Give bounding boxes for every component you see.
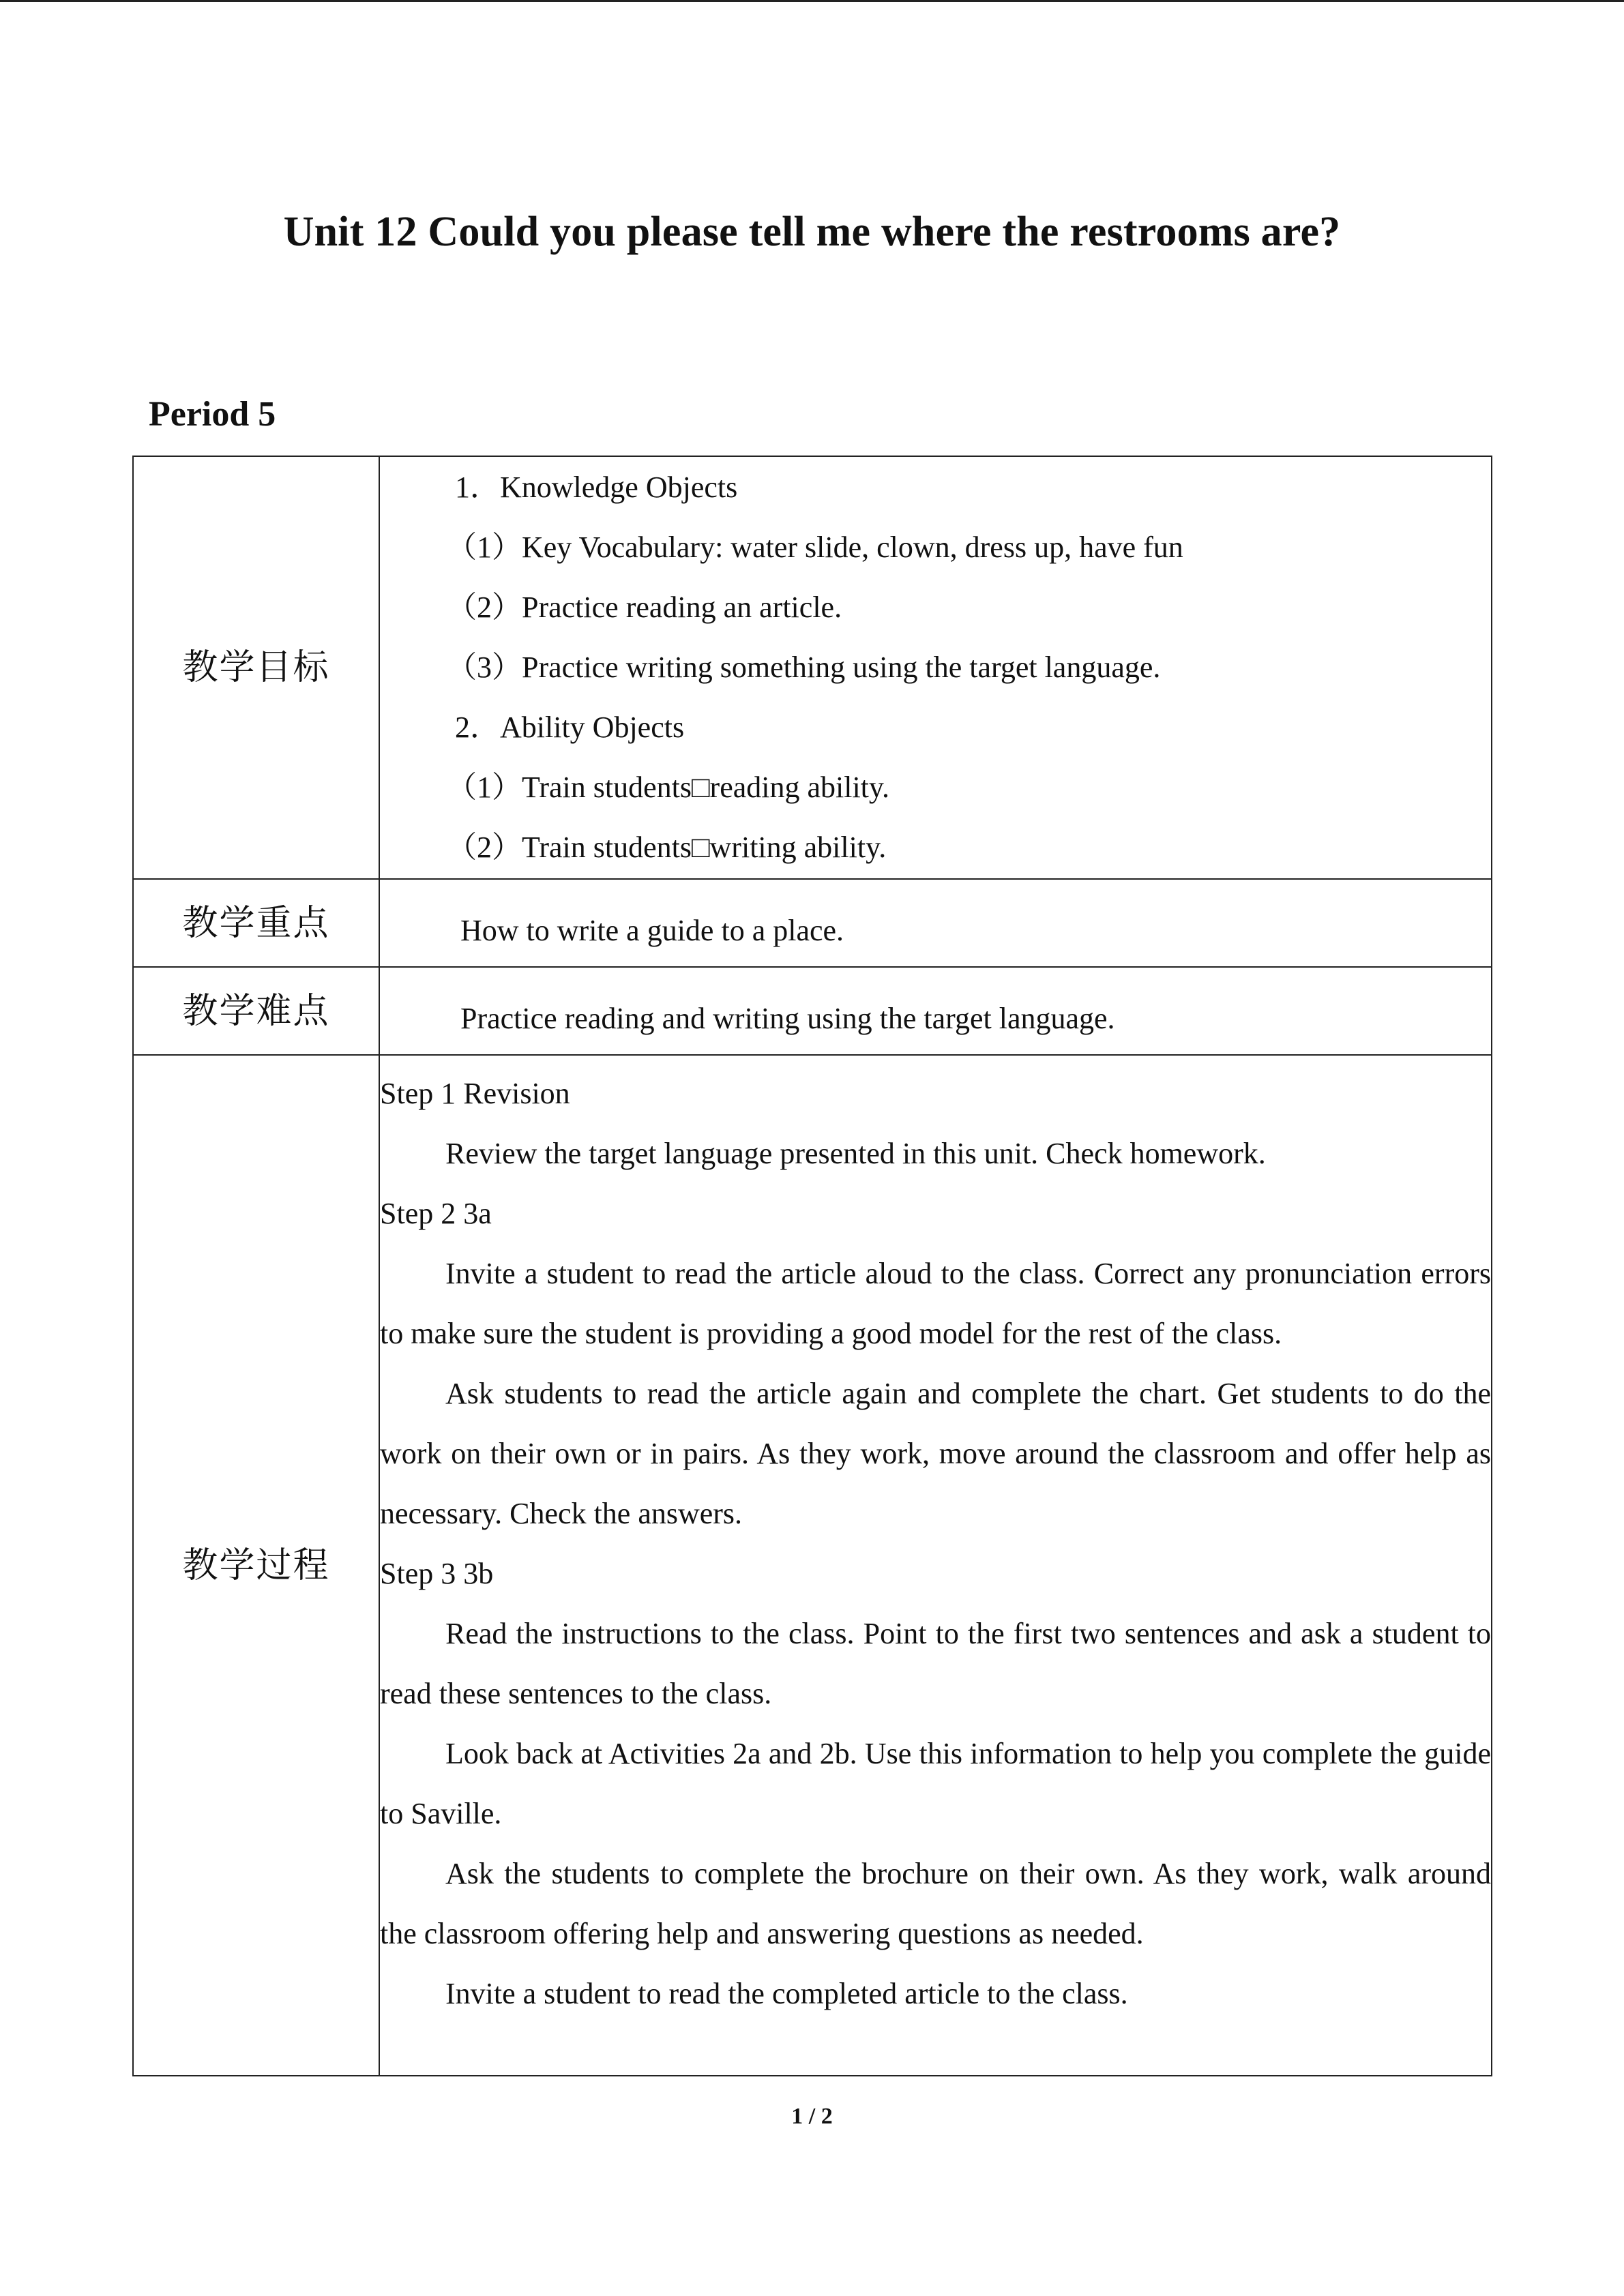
- process-step-heading: Step 1 Revision: [380, 1077, 570, 1110]
- objectives-row: [133, 456, 1492, 879]
- objective-line: 2．Ability Objects: [455, 711, 685, 744]
- process-paragraph: Look back at Activities 2a and 2b. Use this information to help you complete the guide to Saville.: [380, 1737, 1491, 1830]
- process-paragraph: Review the target language presented in this unit. Check homework.: [445, 1137, 1266, 1170]
- objectives-label: 教学目标: [133, 456, 379, 879]
- key-points-text: How to write a guide to a place.: [460, 913, 844, 947]
- process-row: [133, 1055, 1492, 2076]
- key-points-row: [133, 879, 1492, 967]
- objective-line: 1．Knowledge Objects: [455, 471, 738, 504]
- objectives-content: [379, 456, 1492, 879]
- process-step-heading: Step 2 3a: [380, 1197, 492, 1230]
- process-paragraph: Ask the students to complete the brochure on their own. As they work, walk around the classroom offering help and answering questions as needed.: [380, 1857, 1491, 1950]
- difficulties-label: 教学难点: [133, 967, 379, 1055]
- process-paragraph: Read the instructions to the class. Point to the first two sentences and ask a student to read these sentences to the class.: [380, 1617, 1491, 1710]
- objective-line: （2）Practice reading an article.: [447, 591, 842, 624]
- difficulties-row: [133, 967, 1492, 1055]
- key-points-label: 教学重点: [133, 879, 379, 967]
- process-content: [379, 1055, 1492, 2076]
- lesson-plan-table: [132, 456, 1492, 2076]
- process-paragraph: Ask students to read the article again and complete the chart. Get students to do the work on their own or in pairs. As they work, move around the classroom and offer help as necessary. Check the answers.: [380, 1377, 1491, 1530]
- process-label: 教学过程: [133, 1055, 379, 2076]
- page-top-border: [0, 0, 1624, 2]
- objective-line: （1）Train students□reading ability.: [447, 771, 890, 804]
- difficulties-text: Practice reading and writing using the target language.: [460, 1001, 1115, 1035]
- page-number: 1 / 2: [791, 2104, 833, 2129]
- key-points-content: [379, 879, 1492, 967]
- period-heading: Period 5: [149, 395, 276, 434]
- document-title: Unit 12 Could you please tell me where the restrooms are?: [283, 209, 1341, 255]
- process-paragraph: Invite a student to read the completed article to the class.: [445, 1977, 1128, 2010]
- objective-line: （2）Train students□writing ability.: [447, 831, 887, 864]
- objective-line: （3）Practice writing something using the target language.: [447, 651, 1161, 684]
- process-paragraph: Invite a student to read the article aloud to the class. Correct any pronunciation errors to make sure the student is providing a good model for the rest of the class.: [380, 1257, 1491, 1350]
- process-step-heading: Step 3 3b: [380, 1557, 494, 1590]
- objective-line: （1）Key Vocabulary: water slide, clown, dress up, have fun: [447, 531, 1183, 564]
- difficulties-content: [379, 967, 1492, 1055]
